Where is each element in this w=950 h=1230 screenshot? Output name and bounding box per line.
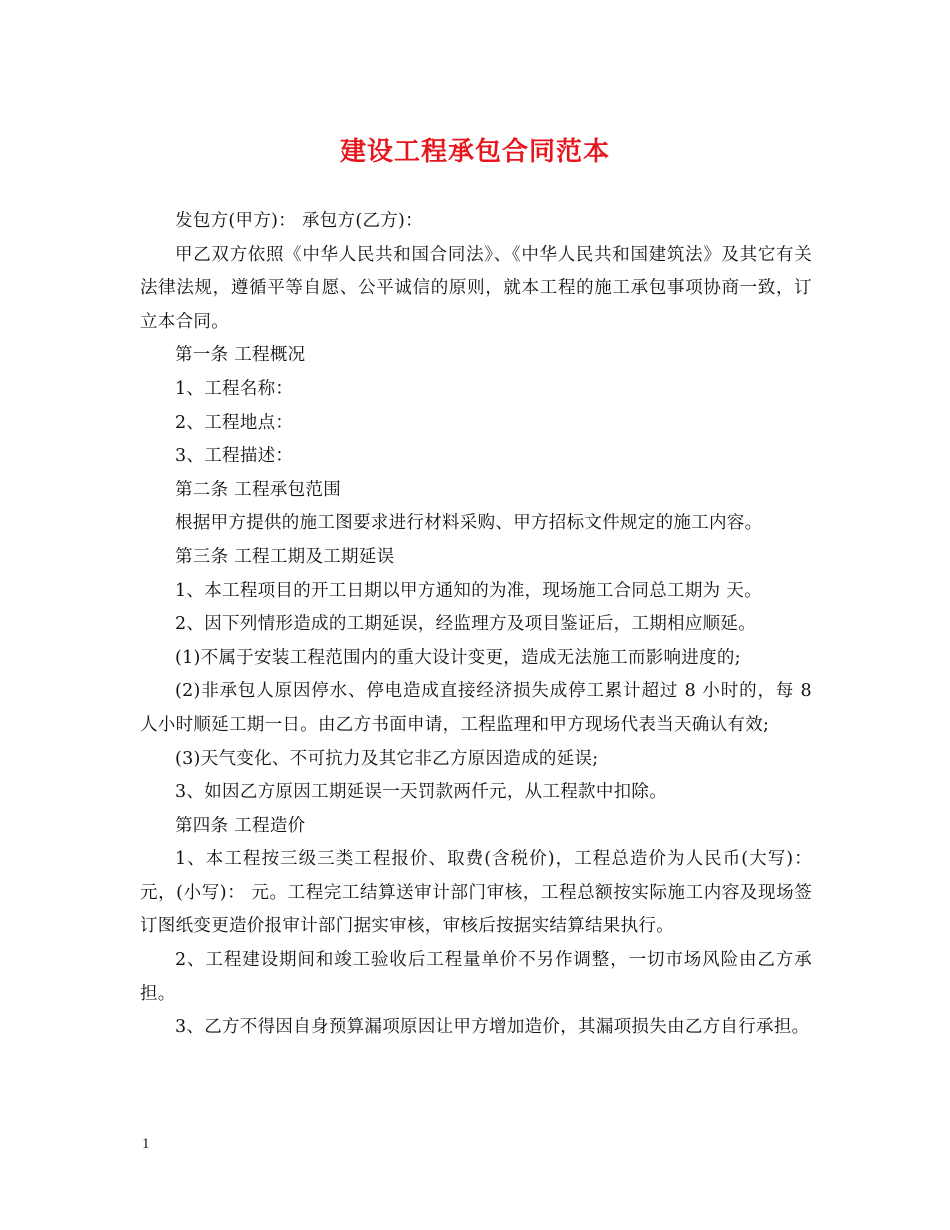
paragraph-delay-case-2: (2)非承包人原因停水、停电造成直接经济损失成停工累计超过 8 小时的，每 8 人小时顺延工期一日。由乙方书面申请，工程监理和甲方现场代表当天确认有效;: [140, 681, 812, 735]
project-name: 1、工程名称：: [175, 378, 294, 399]
article-1-heading: 第一条 工程概况: [175, 345, 306, 366]
project-description: 3、工程描述：: [175, 446, 294, 467]
document-body: [140, 205, 812, 1045]
article-2-heading: 第二条 工程承包范围: [175, 479, 342, 500]
paragraph-price-1: 1、本工程按三级三类工程报价、取费(含税价)，工程总造价为人民币(大写)： 元，(小写)： 元。工程完工结算送审计部门审核，工程总额按实际施工内容及现场签订图纸变更造价报审计部门据实审核，审核后按据实结算结果执行。: [140, 849, 812, 937]
paragraph-delay-case-1: (1)不属于安装工程范围内的重大设计变更，造成无法施工而影响进度的;: [175, 647, 741, 668]
paragraph-preamble: 甲乙双方依照《中华人民共和国合同法》、《中华人民共和国建筑法》及其它有关法律法规，遵循平等自愿、公平诚信的原则，就本工程的施工承包事项协商一致，订立本合同。: [140, 244, 812, 332]
paragraph-scope: 根据甲方提供的施工图要求进行材料采购、甲方招标文件规定的施工内容。: [175, 513, 763, 534]
project-location: 2、工程地点：: [175, 412, 294, 433]
paragraph-delay-case-3: (3)天气变化、不可抗力及其它非乙方原因造成的延误;: [175, 748, 599, 769]
page-number: 1: [142, 1136, 150, 1152]
article-3-heading: 第三条 工程工期及工期延误: [175, 546, 395, 567]
paragraph-price-2: 2、工程建设期间和竣工验收后工程量单价不另作调整，一切市场风险由乙方承担。: [140, 950, 812, 1004]
paragraph-delay: 2、因下列情形造成的工期延误，经监理方及项目鉴证后，工期相应顺延。: [175, 614, 757, 635]
paragraph-penalty: 3、如因乙方原因工期延误一天罚款两仟元，从工程款中扣除。: [175, 782, 668, 803]
paragraph-duration: 1、本工程项目的开工日期以甲方通知的为准，现场施工合同总工期为 天。: [175, 580, 762, 601]
document-title: 建设工程承包合同范本: [339, 137, 610, 167]
paragraph-price-3: 3、乙方不得因自身预算漏项原因让甲方增加造价，其漏项损失由乙方自行承担。: [175, 1017, 810, 1038]
paragraph-parties: 发包方(甲方)： 承包方(乙方)：: [175, 211, 423, 231]
article-4-heading: 第四条 工程造价: [175, 815, 306, 836]
